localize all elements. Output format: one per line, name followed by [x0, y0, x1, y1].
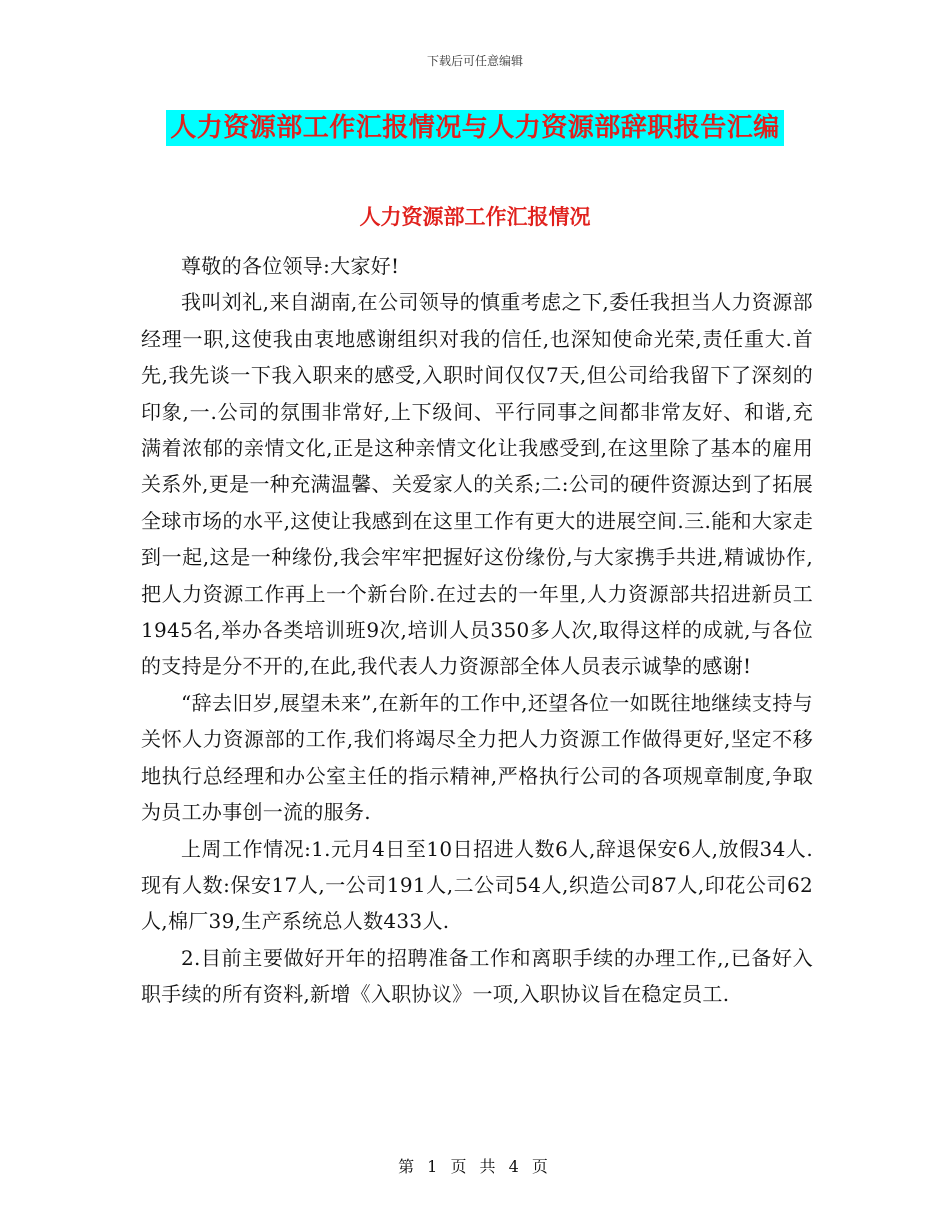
- section-title: 人力资源部工作汇报情况: [359, 205, 591, 229]
- page-indicator: 第 1 页 共 4 页: [398, 1157, 552, 1176]
- header-note: 下载后可任意编辑: [426, 54, 523, 68]
- body-paragraph: “辞去旧岁,展望未来”,在新年的工作中,还望各位一如既往地继续支持与关怀人力资源部的工作,我们将竭尽全力把人力资源工作做得更好,坚定不移地执行总经理和办公室主任的指示精神,严格执行公司的各项规章制度,争取为员工办事创一流的服务.: [141, 690, 813, 825]
- body-paragraph: 2.目前主要做好开年的招聘准备工作和离职手续的办理工作,,已备好入职手续的所有资料,新增《入职协议》一项,入职协议旨在稳定员工.: [141, 945, 813, 1007]
- document-title-container: [0, 110, 950, 146]
- greeting-paragraph: 尊敬的各位领导:大家好!: [181, 254, 400, 278]
- body-paragraph: 我叫刘礼,来自湖南,在公司领导的慎重考虑之下,委任我担当人力资源部经理一职,这使我由衷地感谢组织对我的信任,也深知使命光荣,责任重大.首先,我先谈一下我入职来的感受,入职时间仅仅7天,但公司给我留下了深刻的印象,一.公司的氛围非常好,上下级间、平行同事之间都非常友好、和谐,充满着浓郁的亲情文化,正是这种亲情文化让我感受到,在这里除了基本的雇用关系外,更是一种充满温馨、关爱家人的关系;二:公司的硬件资源达到了拓展全球市场的水平,这使让我感到在这里工作有更大的进展空间.三.能和大家走到一起,这是一种缘份,我会牢牢把握好这份缘份,与大家携手共进,精诚协作,把人力资源工作再上一个新台阶.在过去的一年里,人力资源部共招进新员工1945名,举办各类培训班9次,培训人员350多人次,取得这样的成就,与各位的支持是分不开的,在此,我代表人力资源部全体人员表示诚挚的感谢!: [141, 290, 813, 679]
- body-text: [141, 248, 813, 1013]
- body-paragraph: 上周工作情况:1.元月4日至10日招进人数6人,辞退保安6人,放假34人.现有人数:保安17人,一公司191人,二公司54人,织造公司87人,印花公司62人,棉厂39,生产系统总人数433人.: [141, 836, 813, 934]
- document-title: 人力资源部工作汇报情况与人力资源部辞职报告汇编: [166, 110, 784, 146]
